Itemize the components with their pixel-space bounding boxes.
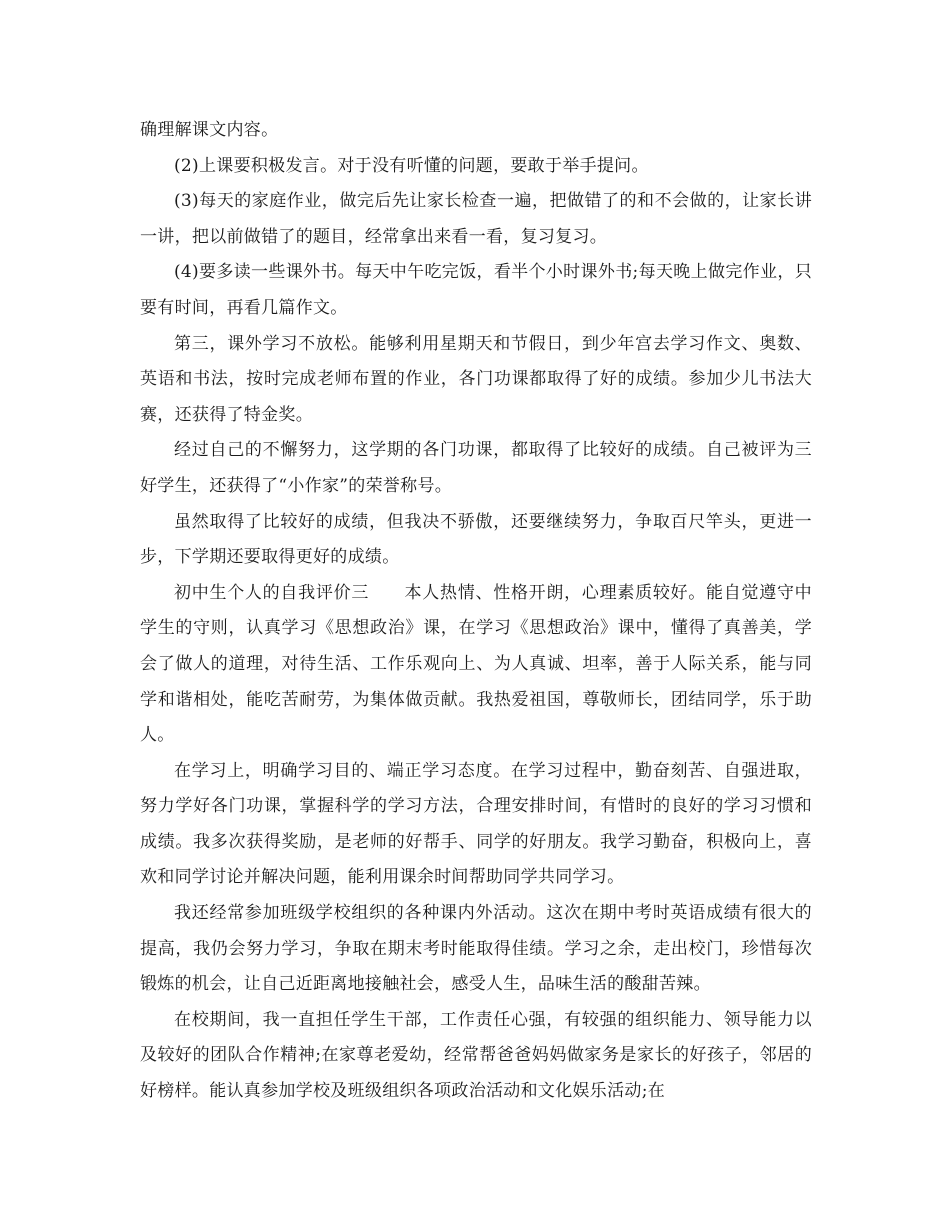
- paragraph-evaluation-three: 初中生个人的自我评价三 本人热情、性格开朗，心理素质较好。能自觉遵守中学生的守则，认真学习《思想政治》课，在学习《思想政治》课中，懂得了真善美，学会了做人的道理，对待生活、工作乐观向上、为人真诚、坦率，善于人际关系，能与同学和谐相处，能吃苦耐劳，为集体做贡献。我热爱祖国，尊敬师长，团结同学，乐于助人。: [140, 582, 812, 746]
- paragraph-continuation: 确理解课文内容。: [140, 120, 279, 140]
- document-body: [140, 113, 812, 1110]
- paragraph-resolution: 虽然取得了比较好的成绩，但我决不骄傲，还要继续努力，争取百尺竿头，更进一步，下学期还要取得更好的成绩。: [140, 511, 812, 568]
- paragraph-results: 经过自己的不懈努力，这学期的各门功课，都取得了比较好的成绩。自己被评为三好学生，还获得了“小作家”的荣誉称号。: [140, 440, 812, 496]
- paragraph-study: 在学习上，明确学习目的、端正学习态度。在学习过程中，勤奋刻苦、自强进取，努力学好各门功课，掌握科学的学习方法，合理安排时间，有惜时的良好的学习习惯和成绩。我多次获得奖励，是老师的好帮手、同学的好朋友。我学习勤奋，积极向上，喜欢和同学讨论并解决问题，能利用课余时间帮助同学共同学习。: [140, 760, 812, 888]
- paragraph-activities: 我还经常参加班级学校组织的各种课内外活动。这次在期中考时英语成绩有很大的提高，我仍会努力学习，争取在期末考时能取得佳绩。学习之余，走出校门，珍惜每次锻炼的机会，让自己近距离地接触社会，感受人生，品味生活的酸甜苦辣。: [140, 903, 812, 995]
- paragraph-school-period: 在校期间，我一直担任学生干部，工作责任心强，有较强的组织能力、领导能力以及较好的团队合作精神;在家尊老爱幼，经常帮爸爸妈妈做家务是家长的好孩子，邻居的好榜样。能认真参加学校及班级组织各项政治活动和文化娱乐活动;在: [140, 1009, 812, 1102]
- paragraph-item-2: (2)上课要积极发言。对于没有听懂的问题，要敢于举手提问。: [174, 155, 649, 176]
- paragraph-third-point: 第三，课外学习不放松。能够利用星期天和节假日，到少年宫去学习作文、奥数、英语和书法，按时完成老师布置的作业，各门功课都取得了好的成绩。参加少儿书法大赛，还获得了特金奖。: [140, 333, 812, 425]
- paragraph-item-4: (4)要多读一些课外书。每天中午吃完饭，看半个小时课外书;每天晚上做完作业，只要有时间，再看几篇作文。: [140, 262, 812, 318]
- paragraph-item-3: (3)每天的家庭作业，做完后先让家长检查一遍，把做错了的和不会做的，让家长讲一讲，把以前做错了的题目，经常拿出来看一看，复习复习。: [140, 191, 812, 247]
